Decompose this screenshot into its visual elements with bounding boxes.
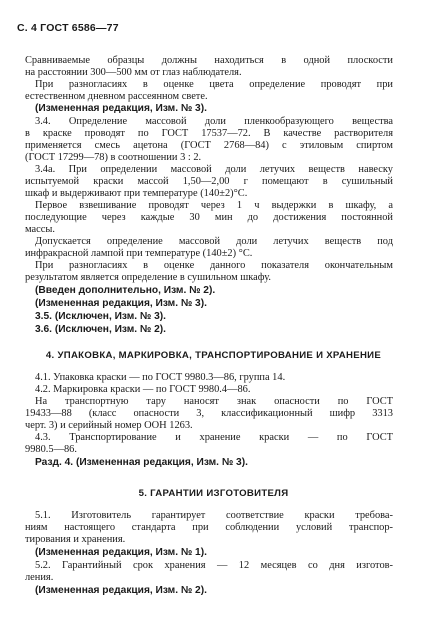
page-header: С. 4 ГОСТ 6586—77	[17, 22, 119, 34]
text-line: 3.4а. При определении массовой доли летучих веществ навеску	[35, 164, 393, 175]
text-line: 4.1. Упаковка краски — по ГОСТ 9980.3—86, группа 14.	[35, 372, 286, 383]
text-line: При разногласиях в оценке данного показателя окончательным	[35, 260, 393, 271]
text-line: в краске проводят по ГОСТ 17537—72. В качестве растворителя	[25, 128, 393, 139]
amendment-note-text: Разд. 4. (Измененная редакция, Изм. № 3).	[35, 457, 248, 468]
text-line: 5.2. Гарантийный срок хранения — 12 месяцев со дня изготов-	[35, 560, 393, 571]
text-line: естественном дневном рассеянном свете.	[25, 91, 208, 102]
amendment-note: (Измененная редакция, Изм. № 2).	[35, 585, 207, 596]
text-line: Допускается определение массовой доли летучих веществ под	[35, 236, 393, 247]
amendment-note: (Измененная редакция, Изм. № 3).	[35, 298, 207, 309]
text-line: 3.4. Определение массовой доли пленкообразующего вещества	[35, 116, 393, 127]
text-line: тирования и хранения.	[25, 534, 126, 545]
text-line: ниям настоящего стандарта при соблюдении условий транспор-	[25, 522, 393, 533]
text-line: инфракрасной лампой при температуре (140±2) °С.	[25, 248, 253, 259]
text-line: 19433—88 (класс опасности 3, классификационный шифр 3313	[25, 408, 393, 419]
amendment-note: (Измененная редакция, Изм. № 3).	[35, 103, 207, 114]
amendment-note: 3.6. (Исключен, Изм. № 2).	[35, 324, 167, 335]
amendment-note: 3.5. (Исключен, Изм. № 3).	[35, 311, 167, 322]
text-line: Сравниваемые образцы должны находиться в одной плоскости	[25, 55, 393, 66]
text-line: испытуемой краски массой 1,50—2,00 г помещают в сушильный	[25, 176, 393, 187]
text-line: ления.	[25, 572, 54, 583]
text-line: черт. 3) и серийный номер ООН 1263.	[25, 420, 193, 431]
section-heading-5: 5. ГАРАНТИИ ИЗГОТОВИТЕЛЯ	[138, 488, 289, 499]
text-line: шкаф и выдерживают при температуре (140±2)°С.	[25, 188, 248, 199]
text-line: При разногласиях в оценке цвета определение проводят при	[35, 79, 393, 90]
amendment-note: (Измененная редакция, Изм. № 1).	[35, 547, 207, 558]
text-line: 4.3. Транспортирование и хранение краски — по ГОСТ	[35, 432, 393, 443]
text-line: 9980.5—86.	[25, 444, 77, 455]
text-line: массы.	[25, 224, 55, 235]
text-line: (ГОСТ 17299—78) в соотношении 3 : 2.	[25, 152, 202, 163]
text-line: на расстоянии 300—500 мм от глаз наблюдателя.	[25, 67, 242, 78]
text-line: 4.2. Маркировка краски — по ГОСТ 9980.4—86.	[35, 384, 251, 395]
text-line: последующие через каждые 30 мин до достижения постоянной	[25, 212, 393, 223]
text-line: 5.1. Изготовитель гарантирует соответствие краски требова-	[35, 510, 393, 521]
text-line: результатом является определение в сушильном шкафу.	[25, 272, 272, 283]
section-heading-4: 4. УПАКОВКА, МАРКИРОВКА, ТРАНСПОРТИРОВАНИЕ И ХРАНЕНИЕ	[45, 350, 382, 361]
text-line: На транспортную тару наносят знак опасности по ГОСТ	[35, 396, 393, 407]
amendment-note: (Введен дополнительно, Изм. № 2).	[35, 285, 216, 296]
text-line: Первое взвешивание проводят через 1 ч выдержки в шкафу, а	[35, 200, 393, 211]
text-line: применяется смесь ацетона (ГОСТ 2768—84) с этиловым спиртом	[25, 140, 393, 151]
amendment-note	[35, 457, 248, 469]
